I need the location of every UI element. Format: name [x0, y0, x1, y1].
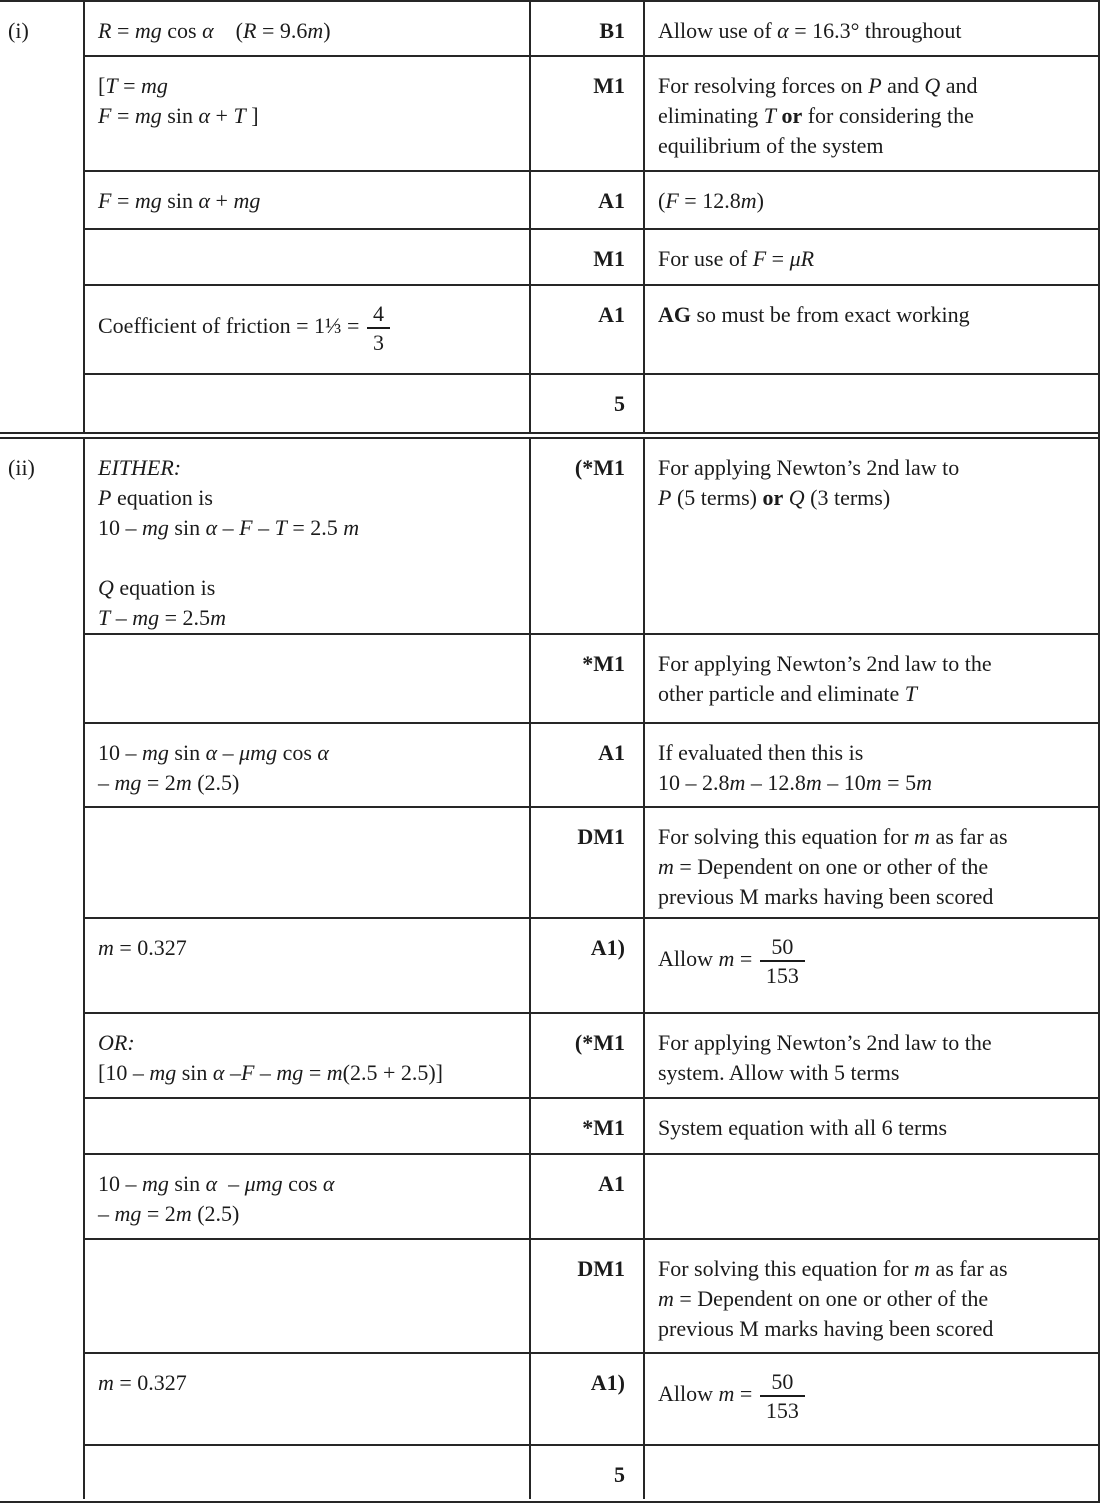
comment-cell: [645, 1446, 1098, 1499]
comment-cell: For solving this equation for m as far as m = Dependent on one or other of the previous M marks having been scored: [658, 1256, 1008, 1341]
table-row: [85, 808, 1098, 919]
mark-cell: A1: [531, 172, 645, 228]
table-row: [85, 439, 1098, 635]
mark-cell: M1: [531, 230, 645, 284]
table-row: [85, 230, 1098, 286]
comment-cell: Allow use of α = 16.3° throughout: [658, 18, 962, 43]
part-label: (ii): [0, 439, 85, 1499]
total-row: [85, 375, 1098, 432]
comment-cell: For resolving forces on P and Q and eliminating T or for considering the equilibrium of the system: [658, 73, 978, 158]
rows-part-i: [85, 2, 1098, 432]
mark-cell: B1: [531, 2, 645, 55]
comment-cell: [645, 1155, 1098, 1238]
section-part-i: [0, 2, 1098, 432]
comment-cell: [645, 375, 1098, 432]
working-cell: [85, 375, 531, 432]
working-cell: [85, 286, 531, 373]
comment-cell: [645, 1354, 1098, 1444]
table-row: [85, 919, 1098, 1014]
table-row: [85, 1240, 1098, 1354]
table-row: [85, 172, 1098, 230]
mark-cell: (*M1: [531, 439, 645, 633]
table-row: [85, 1099, 1098, 1155]
working-cell: [85, 1446, 531, 1499]
comment-cell: (F = 12.8m): [658, 188, 764, 213]
table-row: [85, 1014, 1098, 1099]
part-label: (i): [0, 2, 85, 432]
fraction-denominator: 153: [760, 960, 805, 989]
comment-cell: AG so must be from exact working: [658, 302, 970, 327]
fraction: [760, 933, 805, 989]
comment-cell: If evaluated then this is 10 – 2.8m – 12.8m – 10m = 5m: [658, 740, 932, 795]
section-divider: [0, 432, 1098, 439]
section-part-ii: [0, 439, 1098, 1499]
mark-cell: M1: [531, 57, 645, 170]
mark-cell: DM1: [531, 1240, 645, 1352]
fraction: [367, 300, 390, 356]
mark-cell: A1: [531, 286, 645, 373]
fraction-numerator: 50: [771, 934, 794, 959]
mark-cell: A1): [531, 1354, 645, 1444]
table-row: [85, 1155, 1098, 1240]
working-cell: m = 0.327: [85, 919, 531, 1012]
total-marks: 5: [531, 375, 645, 432]
mark-cell: DM1: [531, 808, 645, 917]
mark-cell: A1): [531, 919, 645, 1012]
working-cell: [85, 230, 531, 284]
comment-cell: For solving this equation for m as far as m = Dependent on one or other of the previous M marks having been scored: [658, 824, 1008, 909]
table-row: [85, 286, 1098, 375]
total-marks: 5: [531, 1446, 645, 1499]
working-cell: [85, 1240, 531, 1352]
comment-cell: For applying Newton’s 2nd law to the other particle and eliminate T: [658, 651, 992, 706]
fraction-numerator: 50: [771, 1369, 794, 1394]
working-cell: [85, 808, 531, 917]
table-row: [85, 635, 1098, 724]
comment-cell: System equation with all 6 terms: [658, 1115, 948, 1140]
working-cell: 10 – mg sin α – μmg cos α – mg = 2m (2.5): [85, 724, 531, 806]
fraction-denominator: 3: [367, 327, 390, 356]
working-cell: [85, 635, 531, 722]
working-cell: [T = mg F = mg sin α + T ]: [85, 57, 531, 170]
table-row: [85, 1354, 1098, 1446]
comment-text: Allow m =: [658, 946, 758, 972]
mark-cell: (*M1: [531, 1014, 645, 1097]
working-text: Coefficient of friction = 1⅓ =: [98, 313, 365, 339]
working-cell: R = mg cos α (R = 9.6m): [85, 2, 531, 55]
total-row: [85, 1446, 1098, 1499]
working-cell: 10 – mg sin α – μmg cos α – mg = 2m (2.5): [85, 1155, 531, 1238]
table-row: [85, 57, 1098, 172]
mark-cell: A1: [531, 1155, 645, 1238]
mark-cell: *M1: [531, 1099, 645, 1153]
fraction-numerator: 4: [372, 301, 384, 326]
comment-cell: [645, 919, 1098, 1012]
mark-cell: *M1: [531, 635, 645, 722]
working-cell: F = mg sin α + mg: [85, 172, 531, 228]
rows-part-ii: [85, 439, 1098, 1499]
working-cell: m = 0.327: [85, 1354, 531, 1444]
table-row: [85, 2, 1098, 57]
mark-cell: A1: [531, 724, 645, 806]
comment-cell: For applying Newton’s 2nd law to P (5 terms) or Q (3 terms): [658, 455, 960, 510]
comment-text: Allow m =: [658, 1381, 758, 1407]
fraction-denominator: 153: [760, 1395, 805, 1424]
table-row: [85, 724, 1098, 808]
working-cell: OR: [10 – mg sin α –F – mg = m(2.5 + 2.5)]: [85, 1014, 531, 1097]
working-cell: EITHER: P equation is 10 – mg sin α – F – T = 2.5 m Q equation is T – mg = 2.5m: [85, 439, 531, 633]
working-cell: [85, 1099, 531, 1153]
fraction: [760, 1368, 805, 1424]
comment-cell: For use of F = μR: [658, 246, 815, 271]
comment-cell: For applying Newton’s 2nd law to the system. Allow with 5 terms: [658, 1030, 992, 1085]
